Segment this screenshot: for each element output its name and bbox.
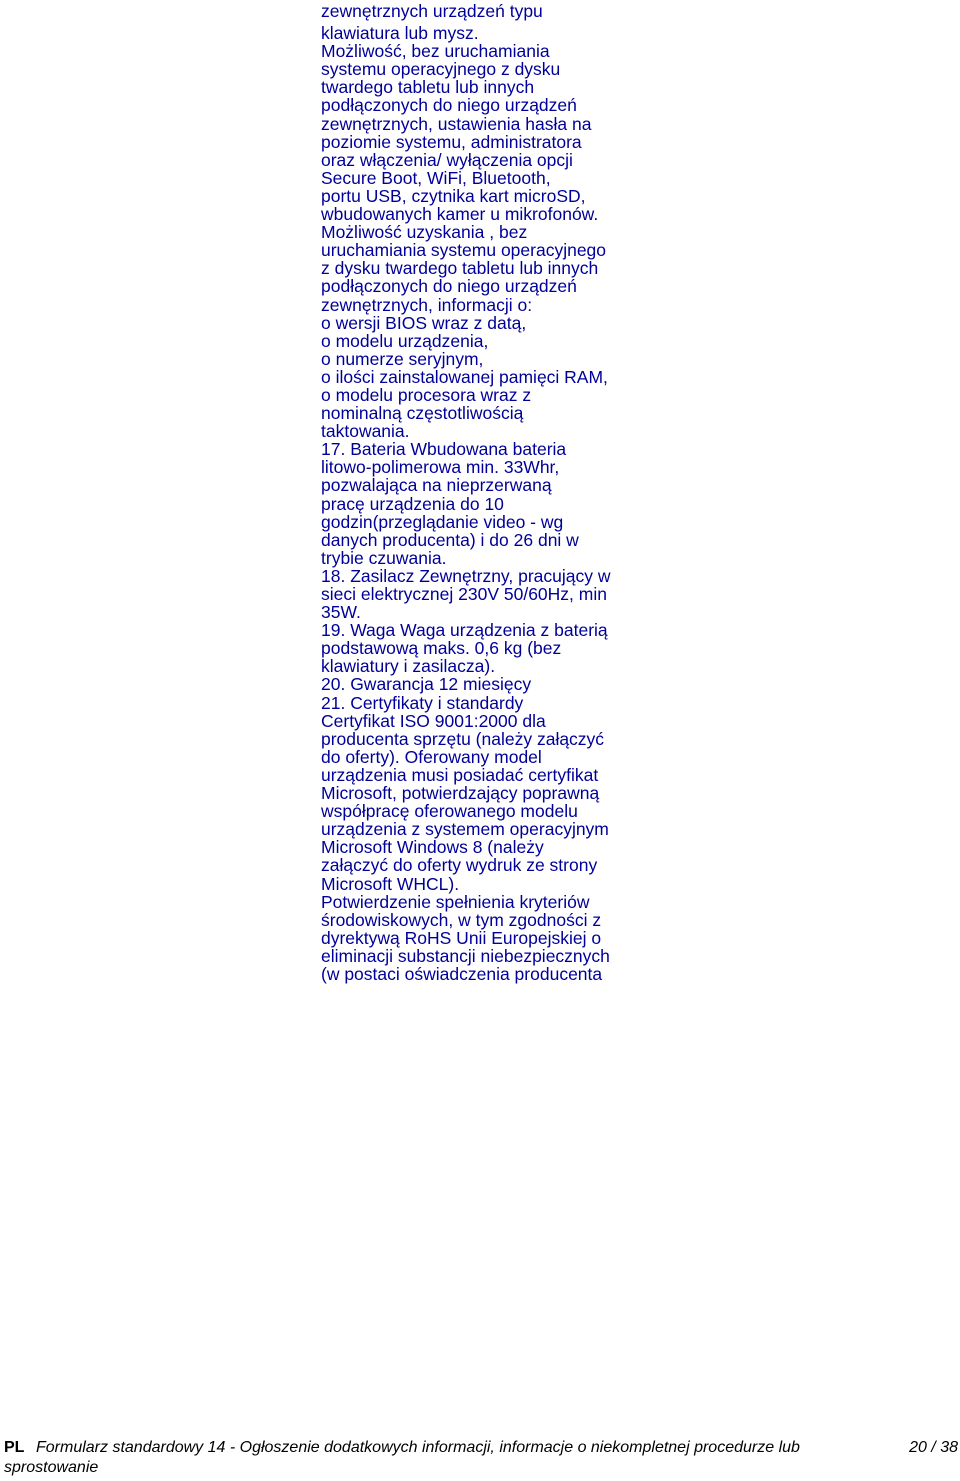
document-text-line: sieci elektrycznej 230V 50/60Hz, min	[321, 584, 607, 604]
document-text-line: podłączonych do niego urządzeń	[321, 276, 577, 297]
document-text-line: urządzenia z systemem operacyjnym	[321, 819, 609, 840]
document-text-line: nominalną częstotliwością	[321, 403, 524, 424]
footer-page-number: 20 / 38	[909, 1439, 958, 1456]
document-text-line: środowiskowych, w tym zgodności z	[321, 909, 602, 930]
document-text-line: podstawową maks. 0,6 kg (bez	[321, 638, 562, 659]
document-text-line: 35W.	[321, 602, 361, 623]
document-text-line: danych producenta) i do 26 dni w	[321, 529, 579, 550]
document-text-line: o ilości zainstalowanej pamięci RAM,	[321, 366, 608, 387]
page-footer	[4, 1438, 958, 1480]
document-text-line: pracę urządzenia do 10	[321, 493, 504, 514]
document-text-line: Potwierdzenie spełnienia kryteriów	[321, 891, 590, 912]
document-text-line: zewnętrznych, informacji o:	[321, 294, 533, 315]
document-text-line: 19. Waga Waga urządzenia z baterią	[321, 620, 608, 641]
document-text-line: Microsoft Windows 8 (należy	[321, 837, 544, 858]
document-text-line: Certyfikat ISO 9001:2000 dla	[321, 710, 546, 731]
document-text-line: klawiatury i zasilacza).	[321, 656, 496, 677]
document-text-line: taktowania.	[321, 421, 410, 442]
document-text-line: 18. Zasilacz Zewnętrzny, pracujący w	[321, 565, 611, 586]
document-text-line: oraz włączenia/ wyłączenia opcji	[321, 149, 573, 170]
footer-form-title: Formularz standardowy 14 - Ogłoszenie dodatkowych informacji, informacje o niekompletnej procedurze lub	[36, 1439, 800, 1456]
document-text-line: do oferty). Oferowany model	[321, 746, 542, 767]
document-text-line: uruchamiania systemu operacyjnego	[321, 240, 607, 261]
document-text-line: trybie czuwania.	[321, 547, 447, 568]
document-text-line: Możliwość, bez uruchamiania	[321, 41, 550, 62]
document-text-line: producenta sprzętu (należy załączyć	[321, 728, 605, 749]
document-text-line: Microsoft WHCL).	[321, 873, 460, 894]
document-text-line: dyrektywą RoHS Unii Europejskiej o	[321, 927, 602, 948]
document-text-line: Secure Boot, WiFi, Bluetooth,	[321, 167, 551, 188]
document-text-line: klawiatura lub mysz.	[321, 23, 479, 44]
document-text-line: systemu operacyjnego z dysku	[321, 59, 561, 80]
document-text-line: pozwalająca na nieprzerwaną	[321, 475, 552, 496]
document-text-line: Microsoft, potwierdzający poprawną	[321, 783, 600, 804]
document-text-line: wbudowanych kamer u mikrofonów.	[321, 204, 599, 225]
document-text-line: twardego tabletu lub innych	[321, 77, 535, 98]
document-text-line: współpracę oferowanego modelu	[321, 801, 578, 822]
document-text-line: eliminacji substancji niebezpiecznych	[321, 945, 610, 966]
document-text-line: portu USB, czytnika kart microSD,	[321, 185, 586, 206]
document-text-line: (w postaci oświadczenia producenta	[321, 963, 603, 984]
footer-language-code: PL	[4, 1439, 25, 1456]
document-text-line: Możliwość uzyskania , bez	[321, 222, 528, 243]
document-text-line: o modelu urządzenia,	[321, 330, 489, 351]
document-text-line: poziomie systemu, administratora	[321, 131, 582, 152]
document-body	[321, 0, 701, 983]
document-text-line: podłączonych do niego urządzeń	[321, 95, 577, 116]
document-text-line: 21. Certyfikaty i standardy	[321, 692, 524, 713]
footer-form-title-continued: sprostowanie	[4, 1459, 99, 1476]
document-text-line: 20. Gwarancja 12 miesięcy	[321, 674, 532, 695]
document-text-line: z dysku twardego tabletu lub innych	[321, 258, 599, 279]
document-text-line: 17. Bateria Wbudowana bateria	[321, 439, 567, 460]
document-text-line: o numerze seryjnym,	[321, 348, 484, 369]
document-text-line: urządzenia musi posiadać certyfikat	[321, 764, 599, 785]
document-text-line: godzin(przeglądanie video - wg	[321, 511, 564, 532]
document-text-line: zewnętrznych, ustawienia hasła na	[321, 113, 592, 134]
document-text-line: o modelu procesora wraz z	[321, 384, 532, 405]
document-text-line: litowo-polimerowa min. 33Whr,	[321, 457, 560, 478]
document-text-line: o wersji BIOS wraz z datą,	[321, 312, 527, 333]
document-text-line: załączyć do oferty wydruk ze strony	[321, 855, 598, 876]
document-text-line: zewnętrznych urządzeń typu	[321, 1, 543, 21]
